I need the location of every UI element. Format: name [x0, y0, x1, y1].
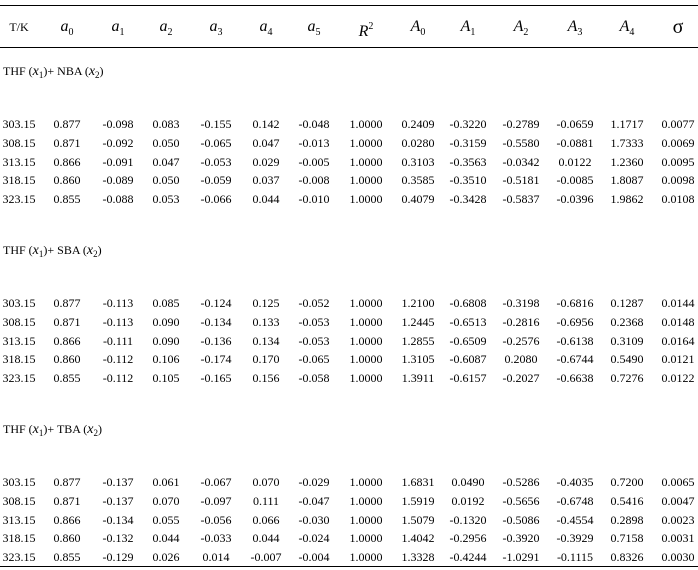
table-cell: 308.15 [2, 314, 36, 329]
table-cell: -0.2816 [502, 314, 540, 329]
column-header-symbol: a [209, 18, 218, 35]
table-cell: -0.5656 [502, 493, 540, 508]
group-label-prefix: THF ( [3, 243, 33, 257]
group-label-variable: x [32, 64, 39, 79]
table-cell: -0.5286 [502, 475, 540, 489]
table-cell: 0.0031 [661, 531, 695, 546]
table-cell: 303.15 [2, 296, 36, 310]
table-cell: -0.091 [102, 154, 134, 169]
table-cell: -0.1320 [449, 512, 487, 527]
table-cell: -0.0659 [556, 117, 594, 131]
table-cell: -0.097 [200, 493, 232, 508]
table-cell: 303.15 [2, 117, 36, 131]
table-cell: 0.083 [152, 117, 180, 131]
table-cell: 1.0000 [349, 314, 383, 329]
table-cell: -0.004 [298, 550, 330, 565]
table-cell: -0.2576 [502, 333, 540, 348]
group-label-subscript: 1 [38, 249, 44, 259]
table-cell: 0.0047 [661, 493, 695, 508]
table-cell: 0.2409 [401, 117, 435, 131]
table-cell: 1.0000 [349, 173, 383, 188]
group-label [3, 64, 104, 80]
table-cell: 0.0095 [661, 154, 695, 169]
table-cell: -0.4244 [449, 550, 487, 565]
table-cell: 0.029 [252, 154, 280, 169]
table-cell: 0.037 [252, 173, 280, 188]
table-cell: -0.033 [200, 531, 232, 546]
table-cell: 1.6831 [401, 475, 435, 489]
table-cell: 1.4042 [401, 531, 435, 546]
table-cell: 0.0164 [661, 333, 695, 348]
table-cell: 0.0121 [661, 352, 695, 367]
table-cell: -0.2027 [502, 371, 540, 386]
table-cell: 0.070 [152, 493, 180, 508]
group-label-middle: )+ NBA ( [43, 64, 89, 78]
table-cell: 318.15 [2, 352, 36, 367]
table-cell: -0.165 [200, 371, 232, 386]
table-cell: -0.132 [102, 531, 134, 546]
table-cell: 0.053 [152, 192, 180, 207]
table-cell: -0.6509 [449, 333, 487, 348]
table-cell: 0.866 [53, 333, 81, 348]
table-cell: 0.855 [53, 550, 81, 565]
table-cell: -0.030 [298, 512, 330, 527]
group-label-variable: x [86, 243, 94, 258]
table-cell: 0.044 [252, 531, 280, 546]
group-label-variable: x [88, 64, 96, 79]
table-cell: -0.089 [102, 173, 134, 188]
table-cell: 308.15 [2, 135, 36, 150]
table-cell: 0.014 [202, 550, 230, 565]
table-cell: -0.0342 [502, 154, 540, 169]
table-cell: 1.0000 [349, 333, 383, 348]
column-header-symbol: a [60, 18, 69, 35]
table-cell: -0.174 [200, 352, 232, 367]
table-cell: 0.047 [152, 154, 180, 169]
table-cell: 0.860 [53, 173, 81, 188]
column-header-subscript: 4 [629, 27, 635, 38]
column-header-symbol: T/K [9, 20, 29, 34]
column-header [241, 13, 291, 41]
column-header-symbol: R [358, 23, 369, 40]
table-cell: 1.2100 [401, 296, 435, 310]
table-cell: -0.137 [102, 493, 134, 508]
table-cell: 0.111 [252, 493, 280, 508]
top-rule [0, 5, 698, 6]
table-cell: -0.053 [200, 154, 232, 169]
table-cell: 0.7158 [610, 531, 644, 546]
table-cell: 0.877 [53, 117, 81, 131]
table-cell: -0.134 [102, 512, 134, 527]
column-header [0, 13, 44, 41]
group-label-suffix: ) [99, 64, 104, 78]
table-cell: 0.0122 [661, 371, 695, 386]
table-cell: 1.9862 [610, 192, 644, 207]
bottom-rule [0, 566, 698, 567]
table-cell: -0.6157 [449, 371, 487, 386]
table-cell: -0.4554 [556, 512, 594, 527]
table-row [0, 473, 698, 491]
table-cell: 0.0144 [661, 296, 695, 310]
table-cell: -0.052 [298, 296, 330, 310]
column-header-subscript: 2 [523, 27, 529, 38]
table-cell: 1.2855 [401, 333, 435, 348]
table-cell: 0.142 [252, 117, 280, 131]
group-label-subscript: 1 [38, 70, 44, 80]
table-cell: 0.0108 [661, 192, 695, 207]
table-cell: 0.044 [152, 531, 180, 546]
table-cell: 0.3109 [610, 333, 644, 348]
column-header-subscript: 0 [68, 27, 74, 38]
table-cell: 1.5919 [401, 493, 435, 508]
table-cell: -0.6138 [556, 333, 594, 348]
table-cell: 1.1717 [610, 117, 644, 131]
column-header [93, 13, 143, 41]
table-cell: 323.15 [2, 371, 36, 386]
table-cell: 0.5416 [610, 493, 644, 508]
table-cell: 1.0000 [349, 493, 383, 508]
table-cell: -0.053 [298, 333, 330, 348]
table-cell: -0.3563 [449, 154, 487, 169]
table-cell: 1.0000 [349, 296, 383, 310]
column-header [653, 13, 698, 41]
table-cell: -0.067 [200, 475, 232, 489]
column-header-subscript: 4 [267, 27, 273, 38]
table-cell: 323.15 [2, 550, 36, 565]
table-row [0, 548, 698, 566]
group-label-variable: x [32, 243, 39, 258]
column-header [191, 13, 241, 41]
table-cell: 0.877 [53, 296, 81, 310]
table-cell: -0.059 [200, 173, 232, 188]
table-row [0, 511, 698, 529]
table-row [0, 115, 698, 133]
table-cell: 0.7276 [610, 371, 644, 386]
column-header-symbol: A [460, 18, 471, 35]
table-row [0, 529, 698, 547]
table-cell: 0.106 [152, 352, 180, 367]
table-cell: -0.088 [102, 192, 134, 207]
table-cell: 0.2368 [610, 314, 644, 329]
header-rule [0, 47, 698, 48]
table-cell: 0.0122 [558, 154, 592, 169]
table-row [0, 153, 698, 171]
table-cell: 0.085 [152, 296, 180, 310]
table-cell: 0.0192 [451, 493, 485, 508]
table-cell: -0.065 [298, 352, 330, 367]
table-cell: -0.0881 [556, 135, 594, 150]
table-cell: 1.0000 [349, 117, 383, 131]
table-cell: 0.050 [152, 173, 180, 188]
column-header [42, 13, 92, 41]
table-cell: 0.0065 [661, 475, 695, 489]
table-cell: -0.6513 [449, 314, 487, 329]
table-cell: 1.0000 [349, 550, 383, 565]
group-label-variable: x [87, 422, 94, 437]
table-row [0, 369, 698, 387]
table-cell: 1.0000 [349, 352, 383, 367]
table-cell: -0.2956 [449, 531, 487, 546]
table-cell: -0.007 [250, 550, 282, 565]
group-label-prefix: THF ( [3, 64, 33, 78]
table-cell: 1.0000 [349, 154, 383, 169]
table-cell: 1.5079 [401, 512, 435, 527]
group-label-middle: )+ SBA ( [43, 243, 87, 257]
group-label [3, 422, 102, 438]
table-cell: 0.050 [152, 135, 180, 150]
table-cell: -0.155 [200, 117, 232, 131]
table-cell: 0.871 [53, 135, 81, 150]
table-cell: 0.0490 [451, 475, 485, 489]
table-cell: 0.061 [152, 475, 180, 489]
table-cell: 0.0098 [661, 173, 695, 188]
table-cell: -0.6638 [556, 371, 594, 386]
column-header-superscript: 2 [368, 21, 374, 32]
table-cell: -0.029 [298, 475, 330, 489]
table-cell: 0.0030 [661, 550, 695, 565]
table-cell: -0.3220 [449, 117, 487, 131]
column-header-symbol: A [567, 18, 578, 35]
table-cell: 313.15 [2, 154, 36, 169]
table-cell: 0.7200 [610, 475, 644, 489]
column-header [443, 13, 493, 41]
table-cell: 0.3103 [401, 154, 435, 169]
table-cell: 1.0000 [349, 371, 383, 386]
table-cell: -0.048 [298, 117, 330, 131]
table-cell: -0.6956 [556, 314, 594, 329]
table-cell: 308.15 [2, 493, 36, 508]
table-cell: -0.010 [298, 192, 330, 207]
table-cell: 0.866 [53, 512, 81, 527]
table-cell: 1.3105 [401, 352, 435, 367]
table-cell: 313.15 [2, 512, 36, 527]
group-label-subscript: 2 [93, 249, 98, 259]
table-cell: 0.4079 [401, 192, 435, 207]
column-header [141, 13, 191, 41]
column-header [393, 13, 443, 41]
table-cell: -0.005 [298, 154, 330, 169]
table-cell: -0.3159 [449, 135, 487, 150]
column-header-symbol: A [619, 18, 630, 35]
column-header-subscript: 3 [217, 27, 223, 38]
table-cell: -0.024 [298, 531, 330, 546]
table-cell: 323.15 [2, 192, 36, 207]
table-cell: -0.6087 [449, 352, 487, 367]
table-cell: -0.6808 [449, 296, 487, 310]
table-cell: -0.134 [200, 314, 232, 329]
table-cell: 0.090 [152, 314, 180, 329]
column-header-symbol: a [307, 18, 316, 35]
table-cell: 0.047 [252, 135, 280, 150]
table-cell: 1.0000 [349, 192, 383, 207]
column-header-symbol: A [513, 18, 524, 35]
table-row [0, 294, 698, 312]
table-cell: -0.065 [200, 135, 232, 150]
table-cell: -0.3929 [556, 531, 594, 546]
column-header-subscript: 1 [470, 27, 476, 38]
column-header-symbol: a [159, 18, 168, 35]
table-cell: -0.5086 [502, 512, 540, 527]
table-cell: -0.3510 [449, 173, 487, 188]
table-cell: 0.066 [252, 512, 280, 527]
column-header-symbol: a [259, 18, 268, 35]
table-row [0, 171, 698, 189]
table-row [0, 190, 698, 208]
table-cell: 0.855 [53, 192, 81, 207]
column-header-symbol: A [410, 18, 421, 35]
table-cell: -0.3198 [502, 296, 540, 310]
table-cell: 0.871 [53, 314, 81, 329]
table-cell: 0.156 [252, 371, 280, 386]
table-cell: 0.855 [53, 371, 81, 386]
table-cell: -0.6748 [556, 493, 594, 508]
table-cell: -0.5837 [502, 192, 540, 207]
table-cell: -0.5580 [502, 135, 540, 150]
table-cell: 0.8326 [610, 550, 644, 565]
group-label-middle: )+ TBA ( [43, 422, 88, 436]
table-cell: -0.053 [298, 314, 330, 329]
table-cell: -0.4035 [556, 475, 594, 489]
table-cell: -0.047 [298, 493, 330, 508]
column-header-subscript: 2 [167, 27, 173, 38]
table-cell: 0.0069 [661, 135, 695, 150]
table-cell: 0.1287 [610, 296, 644, 310]
table-cell: 1.0000 [349, 135, 383, 150]
table-cell: 1.2360 [610, 154, 644, 169]
table-row [0, 134, 698, 152]
group-label-subscript: 2 [93, 428, 98, 438]
table-cell: 1.0000 [349, 531, 383, 546]
table-cell: -0.112 [102, 371, 134, 386]
table-row [0, 332, 698, 350]
table-cell: 1.3328 [401, 550, 435, 565]
column-header-subscript: 5 [315, 27, 321, 38]
table-row [0, 492, 698, 510]
column-header-subscript: 3 [577, 27, 583, 38]
column-header-subscript: 0 [420, 27, 426, 38]
table-cell: 0.3585 [401, 173, 435, 188]
table-cell: 0.2898 [610, 512, 644, 527]
table-cell: -0.013 [298, 135, 330, 150]
table-cell: -0.058 [298, 371, 330, 386]
table-cell: 0.871 [53, 493, 81, 508]
column-header-subscript: 1 [119, 27, 125, 38]
table-cell: -0.0085 [556, 173, 594, 188]
column-header [341, 13, 391, 41]
table-cell: -0.112 [102, 352, 134, 367]
group-label-suffix: ) [98, 422, 102, 436]
table-cell: 0.860 [53, 531, 81, 546]
table-cell: -0.3428 [449, 192, 487, 207]
table-cell: 0.0280 [401, 135, 435, 150]
table-cell: 0.170 [252, 352, 280, 367]
table-cell: 0.877 [53, 475, 81, 489]
column-header [602, 13, 652, 41]
table-cell: -0.136 [200, 333, 232, 348]
table-row [0, 313, 698, 331]
table-cell: -0.124 [200, 296, 232, 310]
table-cell: 0.0148 [661, 314, 695, 329]
table-cell: 0.125 [252, 296, 280, 310]
table-cell: -0.5181 [502, 173, 540, 188]
table-cell: 313.15 [2, 333, 36, 348]
table-cell: -0.137 [102, 475, 134, 489]
table-cell: -0.098 [102, 117, 134, 131]
table-cell: -0.2789 [502, 117, 540, 131]
table-row [0, 350, 698, 368]
table-cell: -0.092 [102, 135, 134, 150]
table-cell: 0.133 [252, 314, 280, 329]
table-cell: 1.0000 [349, 512, 383, 527]
table-cell: -0.6816 [556, 296, 594, 310]
table-cell: 0.044 [252, 192, 280, 207]
table-cell: -0.066 [200, 192, 232, 207]
column-header [550, 13, 600, 41]
table-cell: 0.105 [152, 371, 180, 386]
table-cell: 0.070 [252, 475, 280, 489]
table-cell: -0.113 [102, 314, 134, 329]
group-label [3, 243, 102, 259]
column-header-symbol: σ [672, 16, 684, 38]
table-cell: 1.0000 [349, 475, 383, 489]
group-label-suffix: ) [97, 243, 102, 257]
table-cell: 0.026 [152, 550, 180, 565]
table-cell: 1.8087 [610, 173, 644, 188]
group-label-subscript: 2 [95, 70, 100, 80]
table-cell: -0.008 [298, 173, 330, 188]
table-cell: -1.0291 [502, 550, 540, 565]
table-cell: 0.5490 [610, 352, 644, 367]
table-cell: -0.129 [102, 550, 134, 565]
group-label-variable: x [32, 422, 39, 437]
table-cell: 318.15 [2, 531, 36, 546]
group-label-prefix: THF ( [3, 422, 33, 436]
table-cell: -0.111 [102, 333, 134, 348]
group-label-subscript: 1 [38, 428, 44, 438]
table-cell: 0.0023 [661, 512, 695, 527]
table-cell: 1.3911 [401, 371, 435, 386]
column-header-symbol: a [111, 18, 120, 35]
table-cell: 0.2080 [504, 352, 538, 367]
column-header [496, 13, 546, 41]
table-cell: 0.090 [152, 333, 180, 348]
table-cell: -0.3920 [502, 531, 540, 546]
table-cell: 0.866 [53, 154, 81, 169]
table-cell: -0.056 [200, 512, 232, 527]
table-cell: -0.113 [102, 296, 134, 310]
table-cell: 303.15 [2, 475, 36, 489]
table-cell: -0.1115 [556, 550, 594, 565]
column-header [289, 13, 339, 41]
table-cell: 0.134 [252, 333, 280, 348]
table-cell: -0.0396 [556, 192, 594, 207]
table-cell: -0.6744 [556, 352, 594, 367]
table-cell: 0.860 [53, 352, 81, 367]
table-cell: 318.15 [2, 173, 36, 188]
table-cell: 0.055 [152, 512, 180, 527]
table-cell: 0.0077 [661, 117, 695, 131]
table-cell: 1.2445 [401, 314, 435, 329]
table-cell: 1.7333 [610, 135, 644, 150]
